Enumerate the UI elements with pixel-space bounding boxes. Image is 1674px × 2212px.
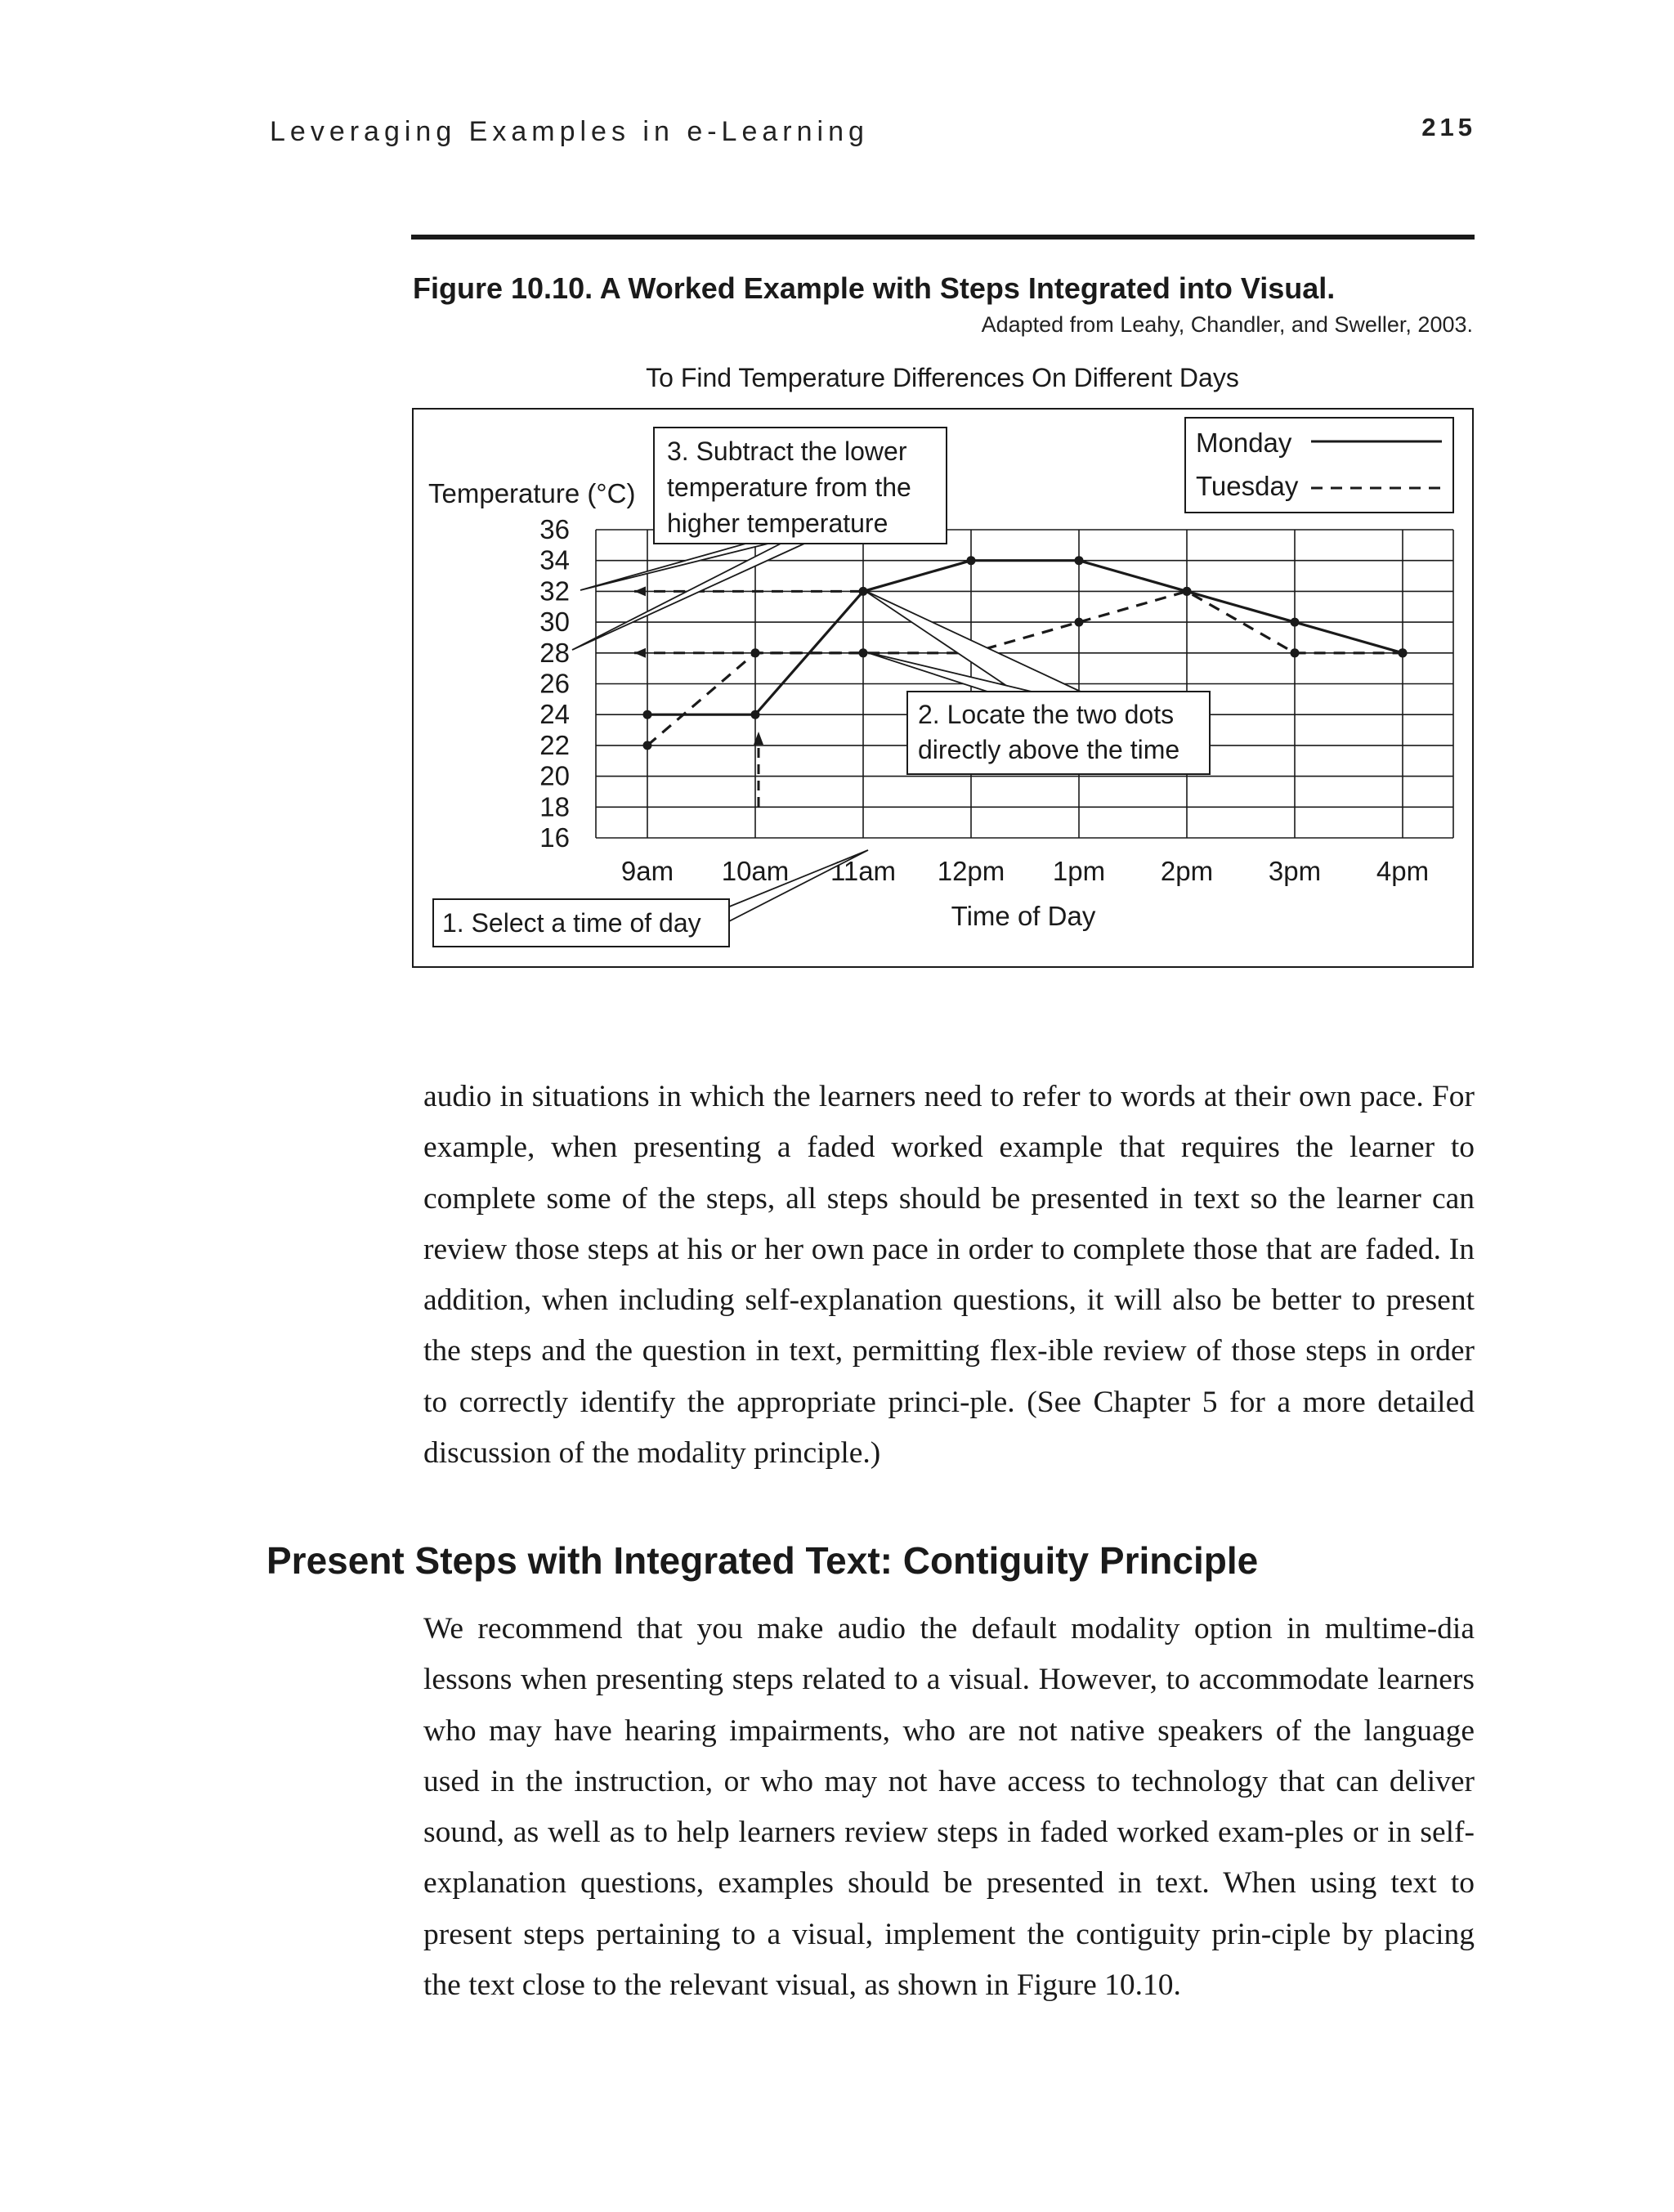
x-tick-label: 10am <box>721 856 790 886</box>
page-number: 215 <box>1421 113 1476 141</box>
step2-line2: directly above the time <box>918 735 1180 764</box>
x-axis-label: Time of Day <box>951 901 1096 931</box>
step2-pointer-upper <box>864 590 1081 692</box>
x-tick-label: 4pm <box>1376 856 1430 886</box>
figure-caption: Figure 10.10. A Worked Example with Steps Integrated into Visual. <box>413 271 1336 305</box>
x-tick-label: 9am <box>620 856 674 886</box>
x-tick-label: 1pm <box>1052 856 1106 886</box>
legend-monday-label: Monday <box>1196 428 1292 458</box>
y-tick-label: 16 <box>539 822 570 853</box>
x-tick-label: 3pm <box>1268 856 1322 886</box>
x-tick-label: 12pm <box>937 856 1005 886</box>
step3-pointer-lower <box>572 540 813 650</box>
figure-chart <box>0 0 1674 981</box>
step2-callout <box>907 692 1210 774</box>
figure-credit: Adapted from Leahy, Chandler, and Sweller, 2003. <box>981 312 1473 337</box>
step3-callout <box>654 428 947 544</box>
section-heading: Present Steps with Integrated Text: Contiguity Principle <box>266 1539 1259 1582</box>
data-point-tuesday <box>1075 618 1084 627</box>
data-point-monday <box>1075 556 1084 565</box>
guide-arrowhead-upper <box>634 586 646 596</box>
guide-arrowhead-lower <box>634 648 646 658</box>
chart-title: To Find Temperature Differences On Different Days <box>646 363 1239 392</box>
data-point-monday <box>967 556 976 565</box>
y-tick-label: 34 <box>539 544 570 575</box>
legend-tuesday-label: Tuesday <box>1196 471 1299 501</box>
chart-legend <box>1185 418 1453 513</box>
step3-line1: 3. Subtract the lower <box>667 437 907 466</box>
data-point-tuesday <box>751 648 760 657</box>
step2-line1: 2. Locate the two dots <box>918 700 1175 729</box>
data-point-monday <box>1291 618 1300 627</box>
y-tick-label: 20 <box>539 760 570 791</box>
data-point-tuesday <box>643 741 652 750</box>
y-tick-label: 30 <box>539 607 570 638</box>
data-point-tuesday <box>1399 648 1408 657</box>
y-tick-label: 28 <box>539 637 570 668</box>
y-tick-label: 22 <box>539 729 570 760</box>
data-point-tuesday <box>1291 648 1300 657</box>
x-tick-labels <box>621 856 1429 886</box>
y-tick-labels <box>539 514 570 853</box>
y-tick-label: 18 <box>539 791 570 822</box>
data-point-tuesday <box>1183 587 1192 596</box>
body-paragraph-2: We recommend that you make audio the default modality option in multime-dia lessons when presenting steps related to a visual. However, to accommodate learners who may have hearing impairments, who are not native speakers of the language used in the instruction, or who may not have access to technology that can deliver sound, as well as to help learners review steps in faded worked exam-ples or in self-explanation questions, examples should be presented in text. When using text to present steps pertaining to a visual, implement the contiguity prin-ciple by placing the text close to the relevant visual, as shown in Figure 10.10. <box>423 1612 1475 2003</box>
body-paragraph-1: audio in situations in which the learners need to refer to words at their own pace. For example, when presenting a faded worked example that requires the learner to complete some of the steps, all steps should be presented in text so the learner can review those steps at his or her own pace in order to complete those that are faded. In addition, when including self-explanation questions, it will also be better to present the steps and the question in text, permitting flex-ible review of those steps in order to correctly identify the appropriate princi-ple. (See Chapter 5 for a more detailed discussion of the modality principle.) <box>423 1080 1475 1471</box>
running-head: Leveraging Examples in e-Learning <box>270 116 869 147</box>
y-axis-label: Temperature (°C) <box>428 478 636 508</box>
data-point-monday <box>751 710 760 719</box>
step1-text: 1. Select a time of day <box>442 908 701 938</box>
step3-line3: higher temperature <box>667 508 888 538</box>
step3-line2: temperature from the <box>667 472 911 502</box>
step1-callout <box>433 899 729 947</box>
y-tick-label: 32 <box>539 575 570 607</box>
y-tick-label: 24 <box>539 699 570 730</box>
x-tick-label: 11am <box>830 856 897 886</box>
y-tick-label: 26 <box>539 668 570 699</box>
y-tick-label: 36 <box>539 514 570 544</box>
x-tick-label: 2pm <box>1160 856 1214 886</box>
data-point-monday <box>643 710 652 719</box>
